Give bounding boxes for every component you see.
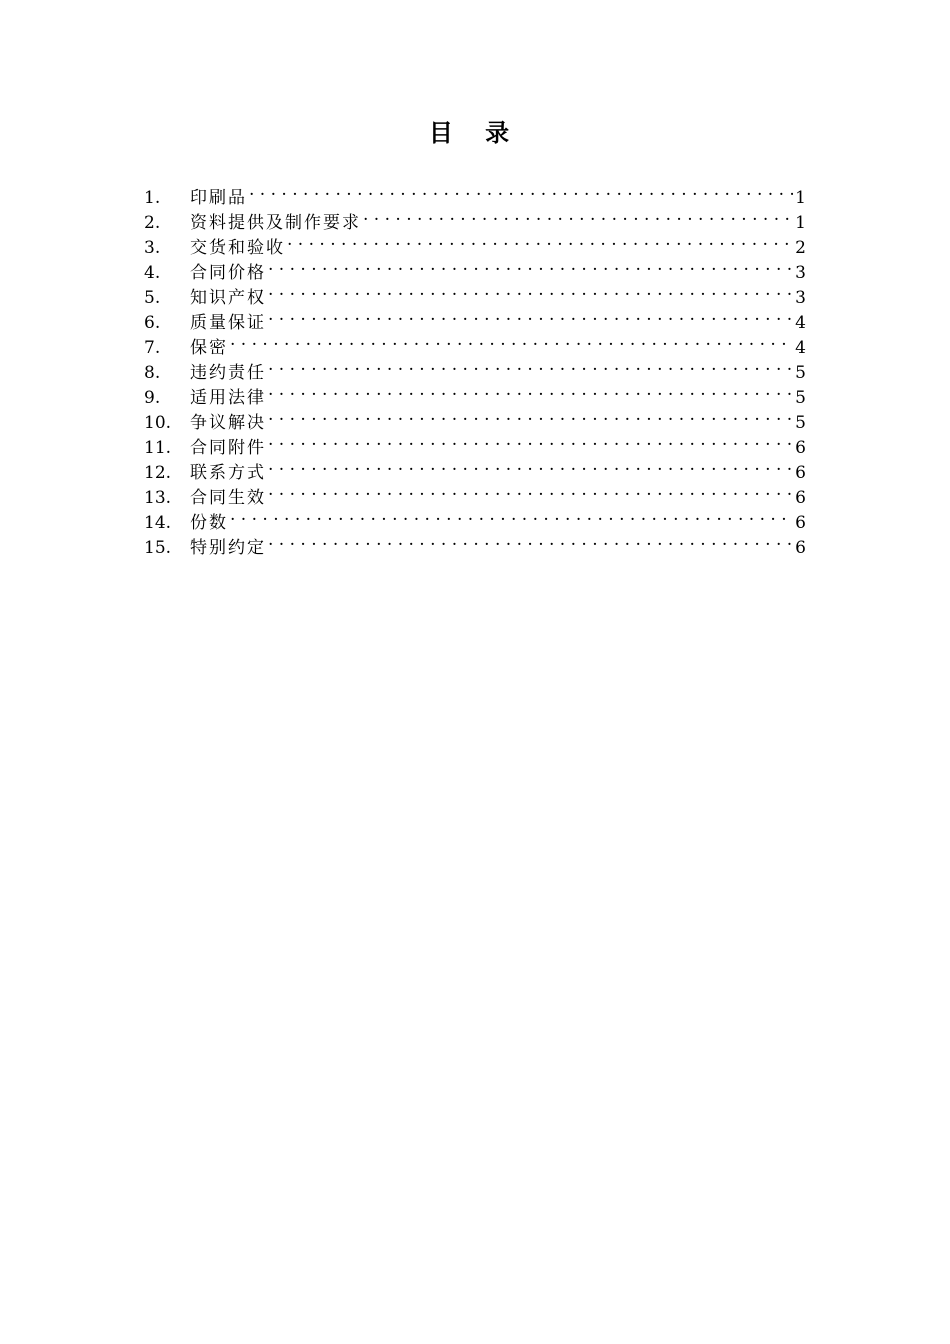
toc-entry[interactable] <box>144 178 806 208</box>
toc-entry-title: 合同附件 <box>190 438 266 458</box>
toc-entry-page: 4 <box>795 313 806 333</box>
toc-dot-leader <box>230 503 793 528</box>
toc-dot-leader <box>287 228 793 253</box>
toc-entry-page: 4 <box>795 338 806 358</box>
toc-entry-title: 适用法律 <box>190 388 266 408</box>
toc-entry-number: 12. <box>144 463 172 483</box>
toc-entry-title: 联系方式 <box>190 463 266 483</box>
toc-entry-page: 5 <box>795 413 806 433</box>
toc-dot-leader <box>249 178 793 203</box>
toc-entry-title: 知识产权 <box>190 288 266 308</box>
toc-dot-leader <box>268 403 793 428</box>
toc-entry-page: 6 <box>795 463 806 483</box>
toc-entry-title: 份数 <box>190 513 228 533</box>
toc-entry-number: 13. <box>144 488 172 508</box>
toc-entry-page: 6 <box>795 538 806 558</box>
toc-entry[interactable] <box>144 328 806 358</box>
toc-entry-number: 6. <box>144 313 161 333</box>
toc-entry[interactable] <box>144 503 806 533</box>
toc-entry-number: 4. <box>144 263 161 283</box>
toc-dot-leader <box>268 528 793 553</box>
toc-entry-title: 交货和验收 <box>190 238 285 258</box>
toc-entry-page: 3 <box>795 263 806 283</box>
toc-entry-page: 6 <box>795 438 806 458</box>
toc-entry-title: 保密 <box>190 338 228 358</box>
toc-entry-page: 2 <box>795 238 806 258</box>
toc-dot-leader <box>268 278 793 303</box>
toc-entry[interactable] <box>144 528 806 558</box>
toc-entry[interactable] <box>144 353 806 383</box>
toc-entry-number: 10. <box>144 413 172 433</box>
toc-entry-number: 8. <box>144 363 161 383</box>
toc-entry-title: 质量保证 <box>190 313 266 333</box>
toc-entry-title: 争议解决 <box>190 413 266 433</box>
toc-dot-leader <box>363 203 793 228</box>
toc-entry-number: 14. <box>144 513 172 533</box>
toc-entry-number: 3. <box>144 238 161 258</box>
table-of-contents <box>144 178 806 558</box>
toc-entry-page: 1 <box>795 188 806 208</box>
toc-title: 目 录 <box>428 119 522 147</box>
toc-entry-number: 5. <box>144 288 161 308</box>
toc-entry-page: 5 <box>795 363 806 383</box>
toc-entry-number: 2. <box>144 213 161 233</box>
toc-entry-number: 11. <box>144 438 172 458</box>
toc-entry-page: 6 <box>795 488 806 508</box>
toc-entry-title: 合同生效 <box>190 488 266 508</box>
toc-entry-number: 15. <box>144 538 172 558</box>
toc-dot-leader <box>268 253 793 278</box>
toc-entry-title: 印刷品 <box>190 188 247 208</box>
toc-dot-leader <box>268 453 793 478</box>
toc-entry-title: 违约责任 <box>190 363 266 383</box>
toc-entry-page: 6 <box>795 513 806 533</box>
toc-entry-page: 1 <box>795 213 806 233</box>
toc-dot-leader <box>268 478 793 503</box>
toc-entry-number: 7. <box>144 338 161 358</box>
toc-entry-page: 5 <box>795 388 806 408</box>
toc-dot-leader <box>230 328 793 353</box>
toc-dot-leader <box>268 428 793 453</box>
toc-entry-page: 3 <box>795 288 806 308</box>
toc-dot-leader <box>268 353 793 378</box>
toc-dot-leader <box>268 378 793 403</box>
toc-entry-title: 特别约定 <box>190 538 266 558</box>
toc-entry-number: 1. <box>144 188 161 208</box>
toc-entry-number: 9. <box>144 388 161 408</box>
toc-entry-title: 资料提供及制作要求 <box>190 213 361 233</box>
toc-entry-title: 合同价格 <box>190 263 266 283</box>
toc-dot-leader <box>268 303 793 328</box>
